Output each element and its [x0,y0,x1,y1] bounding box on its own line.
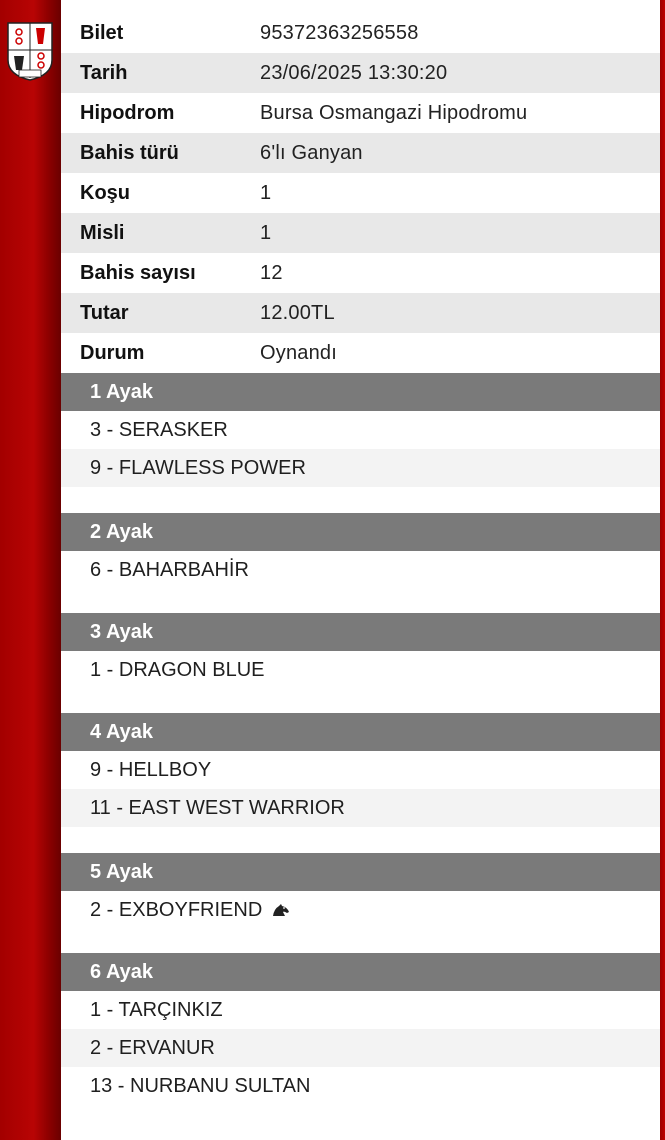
leg-header: 1 Ayak [61,373,660,411]
info-value: 12.00TL [260,301,335,324]
horse-row: 13 - NURBANU SULTAN [90,1074,311,1097]
info-value: 1 [260,181,272,204]
right-edge-bar [660,0,665,1140]
info-label: Bilet [80,21,124,44]
leg-2 [61,513,660,613]
ticket-detail [61,13,660,1105]
horse-row [61,891,660,929]
info-label: Tutar [80,301,129,324]
info-row-bahis-turu [61,133,660,173]
info-label: Koşu [80,181,130,204]
horse-row: 1 - TARÇINKIZ [90,998,223,1021]
info-label: Bahis türü [80,141,179,164]
info-label: Bahis sayısı [80,261,196,284]
info-label: Tarih [80,61,128,84]
horse-head-icon [272,903,290,917]
horse-row: 9 - FLAWLESS POWER [61,449,660,487]
info-value: 23/06/2025 13:30:20 [260,61,448,84]
club-crest-logo [5,20,55,82]
horse-name: 2 - EXBOYFRIEND [90,898,263,921]
info-value: 1 [260,221,272,244]
left-sidebar [0,0,61,1140]
horse-row: 2 - ERVANUR [61,1029,660,1067]
leg-header: 3 Ayak [61,613,660,651]
info-label: Hipodrom [80,101,175,124]
info-value: 12 [260,261,283,284]
info-label: Durum [80,341,145,364]
horse-row: 9 - HELLBOY [90,758,212,781]
leg-4 [61,713,660,853]
info-row-bilet [61,13,660,53]
info-value: 95372363256558 [260,21,419,44]
info-row-tarih [61,53,660,93]
info-row-durum [61,333,660,373]
leg-spacer [61,589,660,613]
leg-6 [61,953,660,1105]
info-row-bahis-sayisi [61,253,660,293]
leg-3 [61,613,660,713]
info-value: 6'lı Ganyan [260,141,363,164]
info-row-kosu [61,173,660,213]
leg-spacer [61,487,660,513]
leg-spacer [61,689,660,713]
horse-row: 6 - BAHARBAHİR [90,558,249,581]
leg-header: 6 Ayak [61,953,660,991]
info-row-hipodrom [61,93,660,133]
leg-spacer [61,827,660,853]
leg-spacer [61,929,660,953]
leg-header: 4 Ayak [61,713,660,751]
info-value: Oynandı [260,341,338,364]
info-row-tutar [61,293,660,333]
info-value: Bursa Osmangazi Hipodromu [260,101,528,124]
info-row-misli [61,213,660,253]
leg-header: 2 Ayak [61,513,660,551]
horse-row: 1 - DRAGON BLUE [90,658,265,681]
info-label: Misli [80,221,125,244]
leg-5 [61,853,660,953]
horse-row: 3 - SERASKER [90,418,228,441]
leg-1 [61,373,660,513]
horse-row: 11 - EAST WEST WARRIOR [61,789,660,827]
ticket-info-table [61,13,660,373]
leg-header: 5 Ayak [61,853,660,891]
